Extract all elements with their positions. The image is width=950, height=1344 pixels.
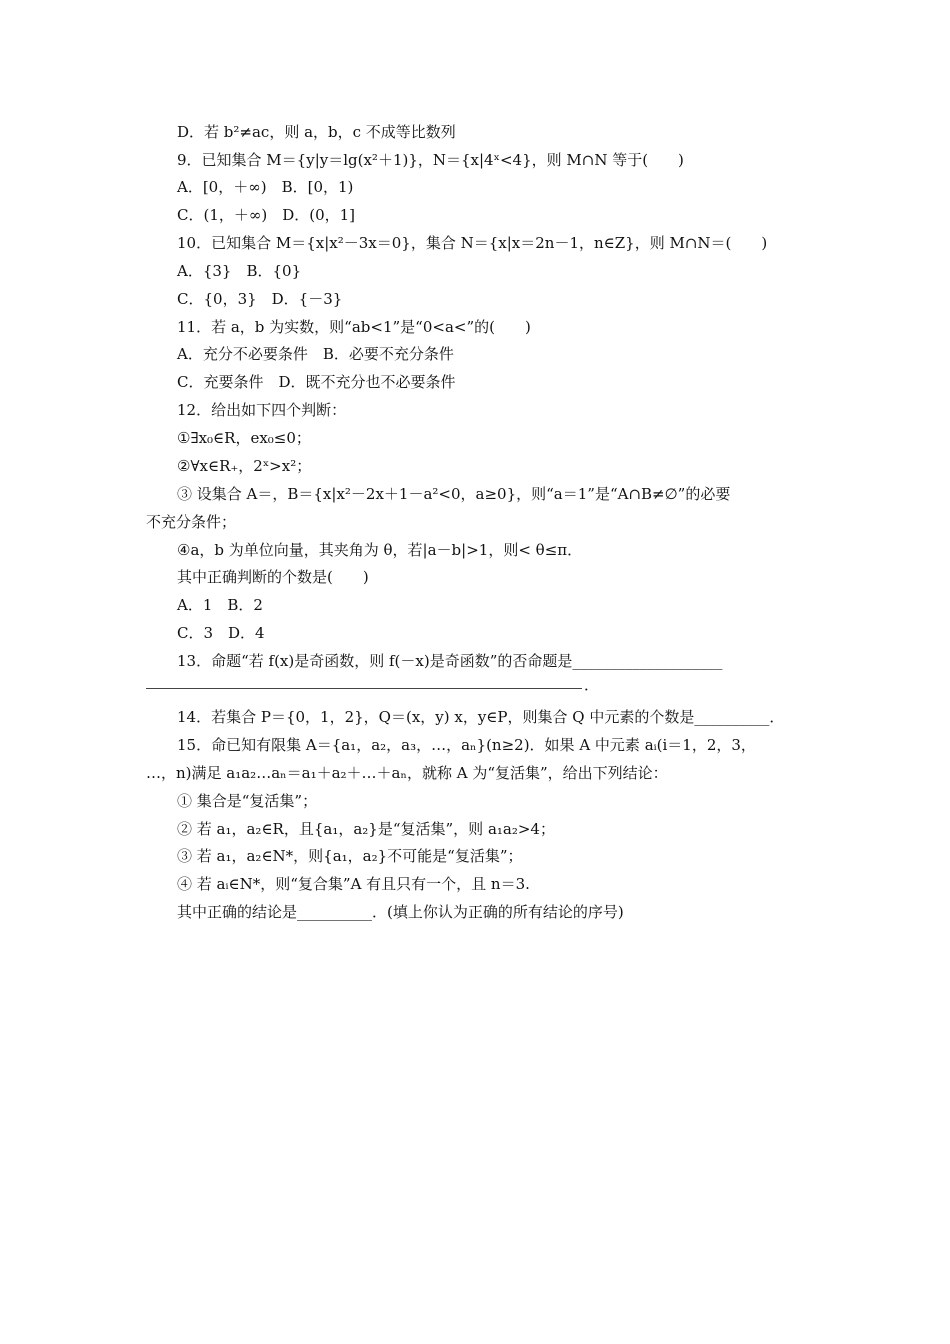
q13-answer-blank xyxy=(146,688,582,689)
q12-question: 其中正确判断的个数是( ) xyxy=(177,568,369,586)
q15-stem-continued: …，n)满足 a₁a₂…aₙ＝a₁＋a₂＋…＋aₙ，就称 A 为“复活集”，给出下列结论： xyxy=(146,764,668,782)
q8-option-d: D．若 b²≠ac，则 a，b，c 不成等比数列 xyxy=(177,123,456,141)
q12-options-ab: A．1 B．2 xyxy=(177,596,263,614)
q10-options-cd: C．{0，3} D．{－3} xyxy=(177,290,343,308)
q9-stem: 9．已知集合 M＝{y|y＝lg(x²＋1)}，N＝{x|4ˣ<4}，则 M∩N 等于( ) xyxy=(177,151,684,169)
q9-options-ab: A．[0，＋∞) B．[0，1) xyxy=(177,178,354,196)
q12-stem: 12．给出如下四个判断： xyxy=(177,401,347,419)
q12-item-3-continued: 不充分条件； xyxy=(146,513,237,531)
q12-options-cd: C．3 D．4 xyxy=(177,624,265,642)
q13-stem: 13．命题“若 f(x)是奇函数，则 f(－x)是奇函数”的否命题是____________________ xyxy=(177,652,723,670)
q9-options-cd: C．(1，＋∞) D．(0，1] xyxy=(177,206,356,224)
q11-stem: 11．若 a，b 为实数，则“ab<1”是“0<a<”的( ) xyxy=(177,318,531,336)
q12-item-2: ②∀x∈R₊，2ˣ>x²； xyxy=(177,457,312,475)
q14-stem: 14．若集合 P＝{0，1，2}，Q＝(x，y) x，y∈P，则集合 Q 中元素的个数是__________． xyxy=(177,708,785,726)
q11-options-ab: A．充分不必要条件 B．必要不充分条件 xyxy=(177,345,454,363)
q10-options-ab: A．{3} B．{0} xyxy=(177,262,302,280)
q15-question: 其中正确的结论是__________．(填上你认为正确的所有结论的序号) xyxy=(177,903,624,921)
q15-item-2: ② 若 a₁，a₂∈R，且{a₁，a₂}是“复活集”，则 a₁a₂>4； xyxy=(177,820,555,838)
q15-item-4: ④ 若 aᵢ∈N*，则“复合集”A 有且只有一个，且 n＝3. xyxy=(177,875,530,893)
q12-item-3: ③ 设集合 A＝，B＝{x|x²－2x＋1－a²<0，a≥0}，则“a＝1”是“A∩B≠∅”的必要 xyxy=(177,485,731,503)
q12-item-4: ④a，b 为单位向量，其夹角为 θ，若|a－b|>1，则< θ≤π． xyxy=(177,541,583,559)
q15-stem: 15．命已知有限集 A＝{a₁，a₂，a₃，…，aₙ}(n≥2)．如果 A 中元素 aᵢ(i＝1，2，3， xyxy=(177,736,756,754)
q11-options-cd: C．充要条件 D．既不充分也不必要条件 xyxy=(177,373,456,391)
q12-item-1: ①∃x₀∈R，ex₀≤0； xyxy=(177,429,311,447)
q13-period: ． xyxy=(584,676,600,694)
q15-item-1: ① 集合是“复活集”； xyxy=(177,792,318,810)
q10-stem: 10．已知集合 M＝{x|x²－3x＝0}，集合 N＝{x|x＝2n－1，n∈Z}，则 M∩N＝( ) xyxy=(177,234,768,252)
q15-item-3: ③ 若 a₁，a₂∈N*，则{a₁，a₂}不可能是“复活集”； xyxy=(177,847,523,865)
